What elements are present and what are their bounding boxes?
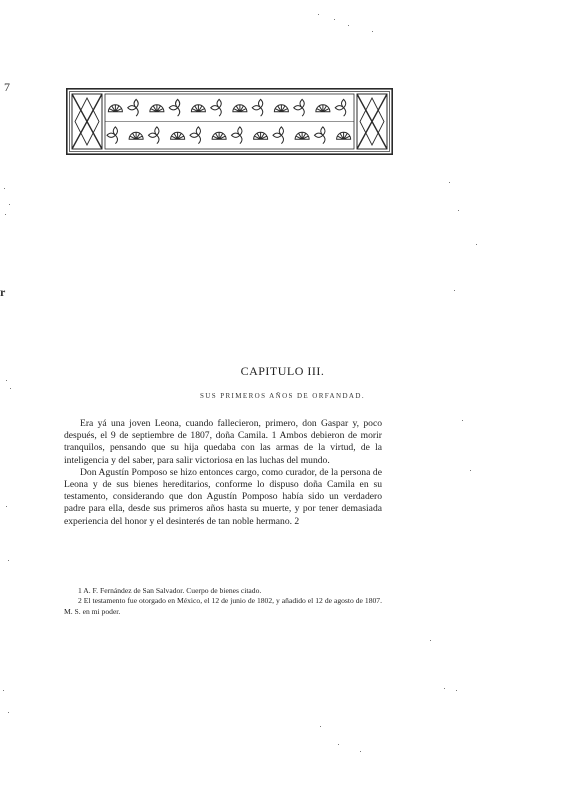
ornament-motif	[191, 105, 205, 112]
paragraph: Era yá una joven Leona, cuando fallecieron, primero, don Gaspar y, poco después, el 9 de septiembre de 1807, doña Camila. 1 Ambos debieron de morir tranquilos, pensando que su hija quedaba con las armas de la virtud, de la inteligencia y del saber, para salir victoriosa en las luchas del mundo.	[64, 418, 382, 466]
ornament-motif	[212, 132, 226, 139]
ornament-motif	[190, 127, 201, 144]
body-text	[64, 418, 382, 528]
chapter-title: CAPITULO III.	[240, 364, 325, 378]
ornament-motif	[148, 127, 159, 144]
ornamental-header-band	[66, 88, 393, 155]
ornament-motif	[316, 105, 330, 112]
ornament-motif	[171, 132, 185, 139]
ornament-motif	[169, 99, 180, 116]
footnote: 2 El testamento fue otorgado en México, el 12 de junio de 1802, y añadido el 12 de agosto de 1807. M. S. en mi poder.	[64, 596, 382, 616]
ornament-motif	[252, 99, 263, 116]
ornament-motif	[231, 127, 242, 144]
ornament-motif	[337, 132, 351, 139]
ornament-motif	[150, 105, 164, 112]
ornament-motif	[274, 105, 288, 112]
ornament-motif	[128, 99, 139, 116]
ornament-motif	[254, 132, 268, 139]
ornament-motif	[314, 127, 325, 144]
footnotes	[64, 586, 382, 617]
ornament-motif	[107, 127, 118, 144]
ornament-motif	[295, 132, 309, 139]
chapter-subtitle: SUS PRIMEROS AÑOS DE ORFANDAD.	[200, 392, 365, 400]
ornament-motif	[211, 99, 222, 116]
ornament-motif	[294, 99, 305, 116]
ornament-motif	[129, 132, 143, 139]
ornament-motif	[108, 105, 122, 112]
paragraph: Don Agustín Pomposo se hizo entonces cargo, como curador, de la persona de Leona y de sus bienes hereditarios, conforme lo dispuso doña Camila en su testamento, considerando que don Agustín Pomposo había sido un verdadero padre para ella, desde sus primeros años hasta su muerte, y por tener demasiada experiencia del honor y el desinterés de tan noble hermano. 2	[64, 466, 382, 527]
ornament-motif	[273, 127, 284, 144]
margin-mark: 7	[4, 80, 10, 94]
footnote: 1 A. F. Fernández de San Salvador. Cuerpo de bienes citado.	[78, 586, 262, 595]
margin-mark: r	[0, 285, 6, 299]
ornament-motif	[233, 105, 247, 112]
ornament-motif	[335, 99, 346, 116]
